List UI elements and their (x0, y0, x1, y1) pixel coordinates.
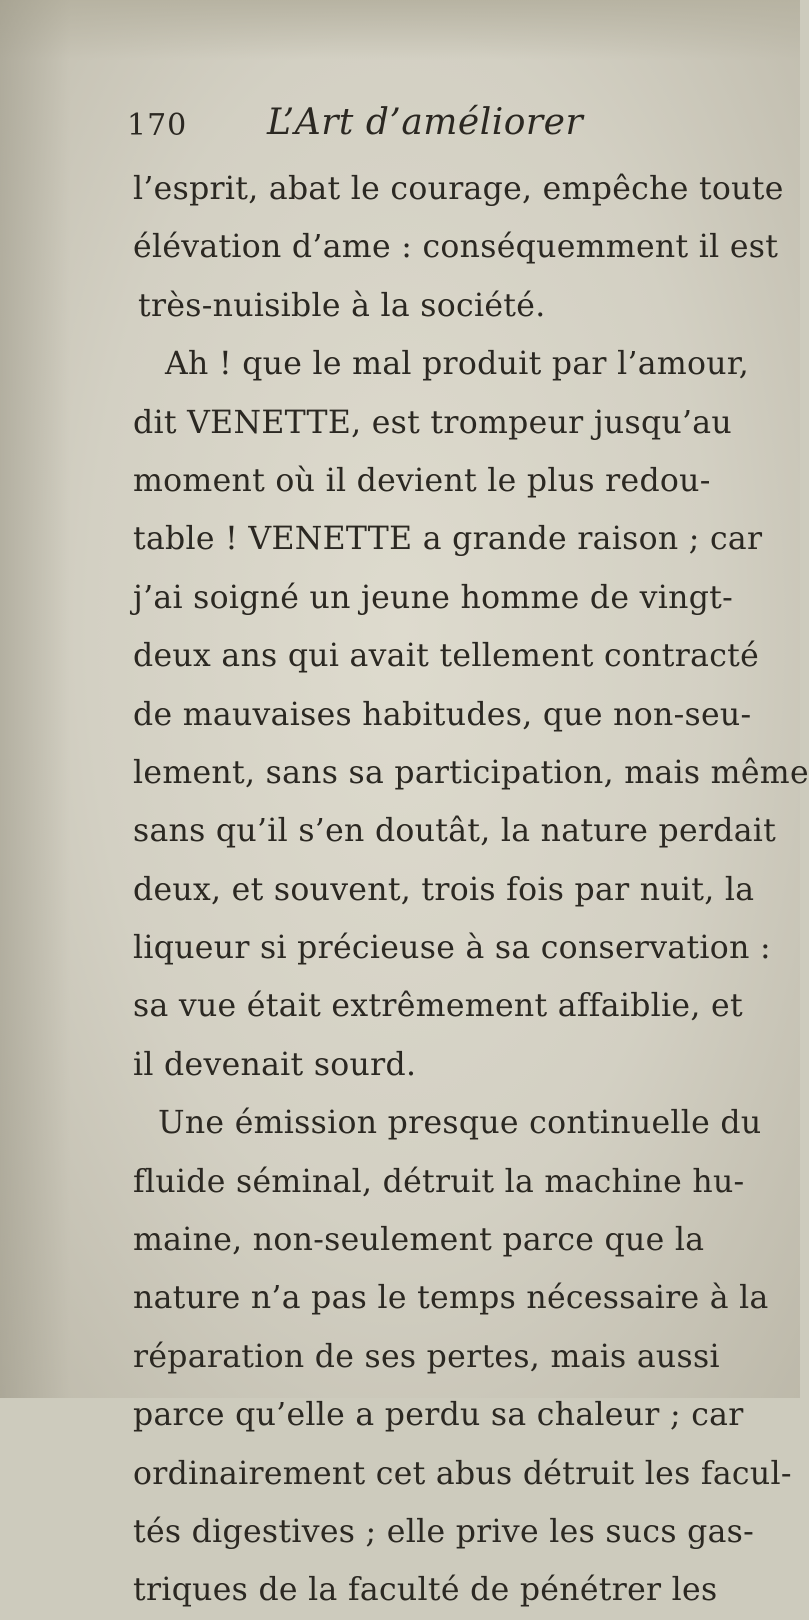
text-line: sans qu’il s’en doutât, la nature perdait (133, 813, 777, 850)
text-line: deux, et souvent, trois fois par nuit, la (133, 871, 755, 908)
text-line: deux ans qui avait tellement contracté (133, 638, 760, 675)
running-title: L’Art d’améliorer (267, 102, 584, 143)
page-header (127, 102, 727, 152)
text-line: dit VENETTE, est trompeur jusqu’au (133, 404, 732, 441)
text-line: fluide séminal, détruit la machine hu- (133, 1163, 745, 1200)
text-line: moment où il devient le plus redou- (133, 462, 711, 499)
body-text (133, 160, 809, 1620)
text-line: maine, non-seulement parce que la (133, 1222, 705, 1259)
paragraph-start-line: Une émission presque continuelle du (158, 1105, 762, 1142)
text-line: il devenait sourd. (133, 1046, 417, 1083)
text-line: ordinairement cet abus détruit les facul- (133, 1455, 792, 1492)
text-line: parce qu’elle a perdu sa chaleur ; car (133, 1397, 744, 1434)
text-line: sa vue était extrêmement affaiblie, et (133, 988, 743, 1025)
page-number: 170 (127, 108, 188, 143)
text-line: table ! VENETTE a grande raison ; car (133, 521, 763, 558)
text-line: lement, sans sa participation, mais même (133, 754, 809, 791)
text-line: liqueur si précieuse à sa conservation : (133, 930, 771, 967)
paragraph-start-line: Ah ! que le mal produit par l’amour, (165, 346, 750, 383)
text-line: l’esprit, abat le courage, empêche toute (133, 171, 784, 207)
text-line: très-nuisible à la société. (138, 287, 546, 324)
text-line: triques de la faculté de pénétrer les (133, 1572, 718, 1609)
text-line: réparation de ses pertes, mais aussi (133, 1338, 720, 1375)
text-line: tés digestives ; elle prive les sucs gas- (133, 1513, 755, 1550)
text-line: élévation d’ame : conséquemment il est (133, 229, 779, 266)
text-line: de mauvaises habitudes, que non-seu- (133, 696, 752, 733)
text-line: nature n’a pas le temps nécessaire à la (133, 1280, 769, 1317)
text-line: j’ai soigné un jeune homme de vingt- (133, 579, 734, 616)
